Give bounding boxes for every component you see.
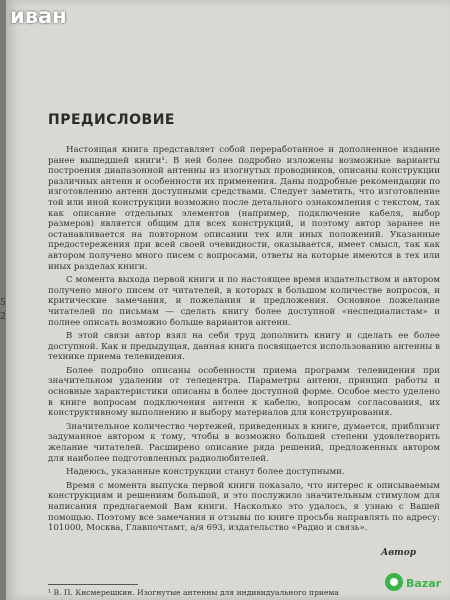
page-title: ПРЕДИСЛОВИЕ — [48, 112, 175, 128]
bazar-logo-icon — [384, 568, 444, 596]
footnote-divider — [48, 584, 138, 585]
margin-mark: 5 — [0, 298, 6, 308]
paragraph: Значительное количество чертежей, приведенных в книге, думается, приблизит задуманное автором к тому, чтобы в возможно большей степени удовлетворить желание читателей. Расширено описание ряда решений, предложенных автором для наиболее подготовленных радиолюбителей. — [48, 421, 440, 464]
paragraph: Время с момента выпуска первой книги показало, что интерес к описываемым конструкциям и решениям большой, и это послужило значительным стимулом для написания предлагаемой Вам книги. Насколько это удалось, я узнаю с Вашей помощью. Поэтому все замечания и отзывы по книге просьба направлять по адресу: 101000, Москва, Главпочтамт, а/я 693, издательство «Радио и связь». — [48, 480, 440, 534]
paragraph: С момента выхода первой книги и по настоящее время издательством и автором получено много писем от читателей, в которых в большом количестве вопросов, и критические замечания, и пожелания и предложения. Основное пожелание читателей по письмам — сделать книгу более доступной «неспециалистам» и полнее описать возможно больше вариантов антенн. — [48, 275, 440, 328]
preface-body — [48, 145, 440, 537]
paragraph: Более подробно описаны особенности приема программ телевидения при значительном удалении от телецентра. Параметры антенн, принцип работы и основные характеристики описаны в более доступной форме. Особое место уделено в книге вопросам подключения антенн к кабелю, вопросам согласования, их конструктивному выполнению и выбору материалов для конструирования. — [48, 365, 440, 419]
margin-mark: 2 — [0, 312, 6, 322]
logo-text: Bazar — [406, 577, 442, 590]
paragraph: Настоящая книга представляет собой переработанное и дополненное издание ранее вышедшей книги¹. В ней более подробно изложены возможные варианты построения диапазонной антенны из изогнутых проводников, описаны конструкции различных антенн и особенности их применения. Даны подробные рекомендации по изготовлению антенн доступными средствами. Следует заметить, что изготовление той или иной конструкции возможно после детального ознакомления с текстом, так как описание отдельных элементов (например, подключение кабеля, выбор размеров) является общим для всех конструкций, и поэтому автор заранее не останавливается на повторном описании тех или иных положений. Указанные предостережения при всей своей очевидности, оказывается, имеет смысл, так как автором получено много писем с вопросами, ответы на которые имеются в тех или иных разделах книги. — [48, 145, 440, 272]
paragraph: В этой связи автор взял на себя труд дополнить книгу и сделать ее более доступной. Как и предыдущая, данная книга посвящается использованию антенны в технике приема телевидения. — [48, 331, 440, 363]
author-signature: Автор — [380, 548, 416, 558]
paragraph: Надеюсь, указанные конструкции станут более доступными. — [66, 467, 345, 478]
footnote: ¹ В. П. Кисмерешкин. Изогнутые антенны для индивидуального приема — [48, 588, 339, 597]
seller-watermark: иван — [10, 4, 67, 28]
book-page — [6, 0, 450, 600]
